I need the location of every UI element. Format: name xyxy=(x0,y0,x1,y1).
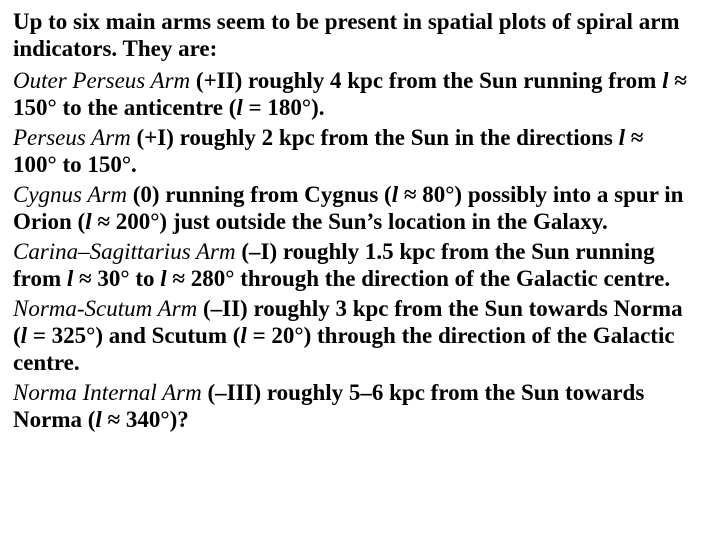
longitude-symbol: l xyxy=(240,323,247,348)
arm-name: Perseus Arm xyxy=(13,125,131,150)
longitude-symbol: l xyxy=(20,323,28,348)
arm-description: ≈ 340°)? xyxy=(101,407,189,432)
arm-description: ≈ 30° to xyxy=(73,266,161,291)
arm-description: (+I) roughly 2 kpc from the Sun in the directions xyxy=(130,125,619,150)
intro-paragraph: Up to six main arms seem to be present in spatial plots of spiral arm indicators. They are: xyxy=(13,9,680,61)
arm-name: Carina–Sagittarius Arm xyxy=(13,239,236,264)
arm-entry-norma-internal xyxy=(13,379,690,433)
arm-name: Outer Perseus Arm xyxy=(13,68,191,93)
longitude-symbol: l xyxy=(66,266,74,291)
longitude-symbol: l xyxy=(95,407,102,432)
arm-entry-norma-scutum xyxy=(13,295,690,376)
arm-entry-perseus xyxy=(13,124,690,178)
arm-entry-outer-perseus xyxy=(13,67,690,121)
longitude-symbol: l xyxy=(391,182,399,207)
arm-description: (–II) roughly 3 kpc from the Sun towards Norma ( xyxy=(13,296,683,348)
arm-description: ≈ 80°) possibly into a spur in Orion ( xyxy=(13,182,684,234)
arm-name: Norma Internal Arm xyxy=(13,380,202,405)
arm-description: = 325°) and Scutum ( xyxy=(27,323,241,348)
arm-description: ≈ 200°) just outside the Sun’s location in the Galaxy. xyxy=(91,209,608,234)
arm-description: ≈ 280° through the direction of the Galactic centre. xyxy=(166,266,671,291)
arm-description: (–I) roughly 1.5 kpc from the Sun running from xyxy=(13,239,655,291)
longitude-symbol: l xyxy=(85,209,92,234)
arm-description: (0) running from Cygnus ( xyxy=(126,182,392,207)
arm-name: Cygnus Arm xyxy=(13,182,127,207)
arm-entry-carina-sagittarius xyxy=(13,238,690,292)
arm-name: Norma-Scutum Arm xyxy=(13,296,198,321)
arm-entry-cygnus xyxy=(13,181,690,235)
arm-description: (+II) roughly 4 kpc from the Sun running from xyxy=(190,68,663,93)
arm-description: = 180°). xyxy=(242,95,325,120)
longitude-symbol: l xyxy=(662,68,669,93)
longitude-symbol: l xyxy=(236,95,243,120)
longitude-symbol: l xyxy=(618,125,626,150)
longitude-symbol: l xyxy=(160,266,167,291)
arm-description: ≈ 100° to 150°. xyxy=(13,125,644,177)
arm-description: = 20°) through the direction of the Galactic centre. xyxy=(13,323,675,375)
arm-description: ≈ 150° to the anticentre ( xyxy=(13,68,687,120)
arm-description: (–III) roughly 5–6 kpc from the Sun towards Norma ( xyxy=(13,380,645,432)
